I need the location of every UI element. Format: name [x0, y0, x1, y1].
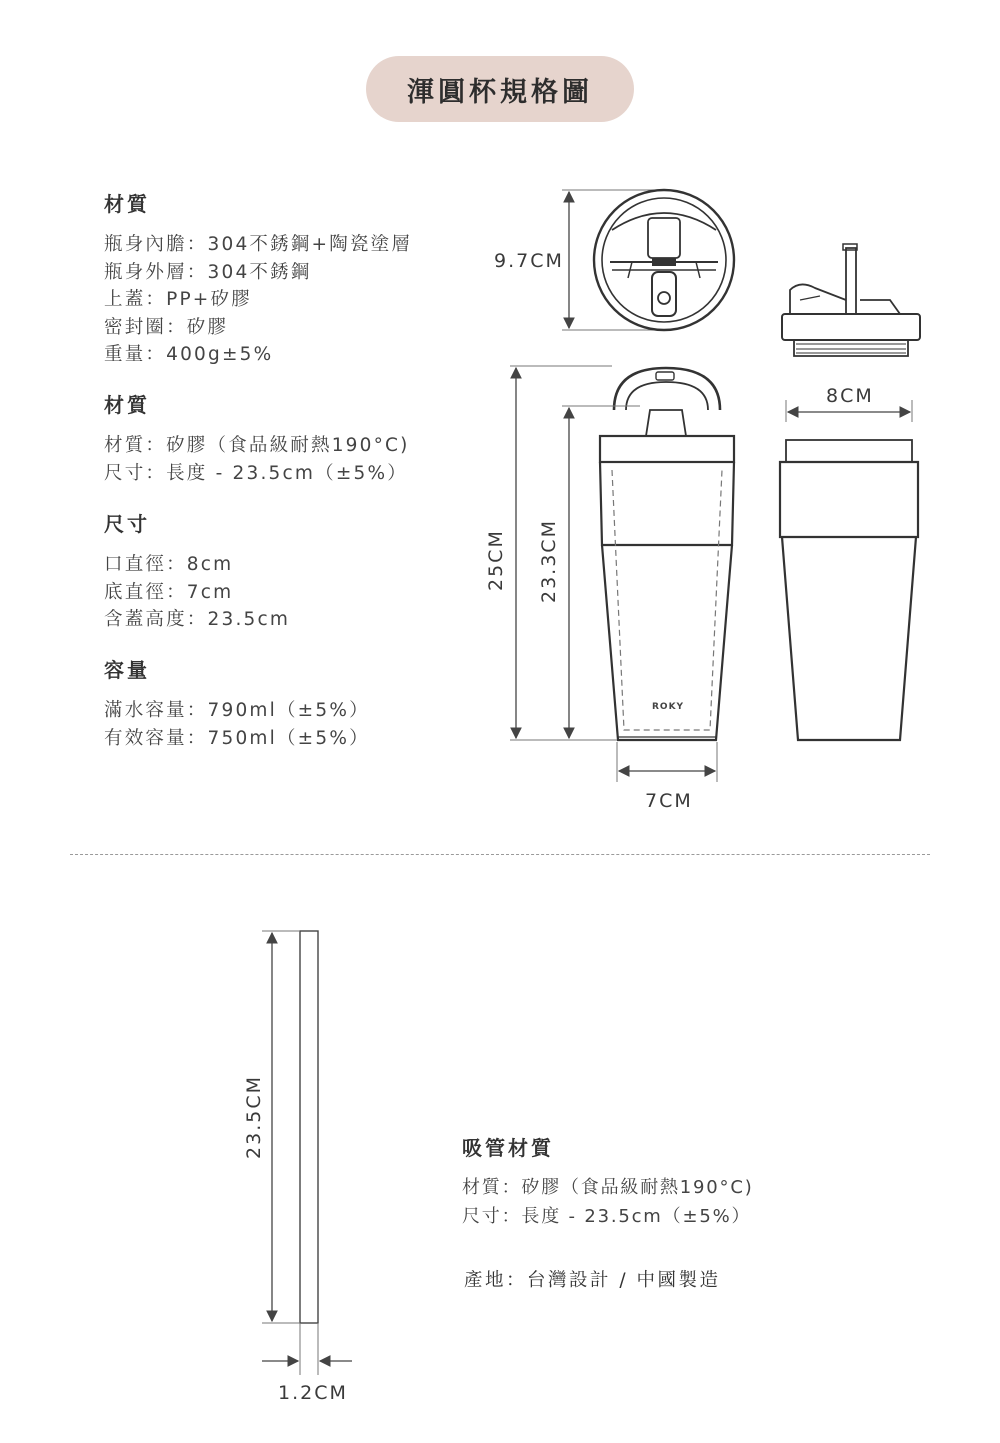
spec-heading: 材質 [104, 393, 150, 417]
straw-width-label: 1.2CM [278, 1382, 348, 1404]
spec-line: 尺寸：長度 - 23.5cm（±5%） [104, 462, 408, 484]
spec-line: 有效容量：750ml（±5%） [104, 727, 370, 749]
straw-length-label: 23.5CM [243, 1075, 265, 1159]
straw-spec-heading: 吸管材質 [462, 1136, 554, 1160]
spec-line: 重量：400g±5% [104, 344, 274, 365]
spec-line: 材質：矽膠（食品級耐熱190°C) [104, 435, 410, 456]
total-height-label: 25CM [485, 529, 507, 591]
spec-line: 口直徑：8cm [104, 554, 234, 575]
brand-mark: ROKY [652, 702, 685, 712]
body-height-label: 23.3CM [538, 519, 560, 603]
spec-line: 瓶身外層：304不銹鋼 [104, 261, 312, 283]
lid-height-label: 9.7CM [494, 250, 564, 272]
page-title: 渾圓杯規格圖 [366, 56, 634, 122]
spec-heading: 容量 [104, 658, 150, 682]
straw-drawing [262, 931, 352, 1375]
straw-spec-line: 材質：矽膠（食品級耐熱190°C) [462, 1177, 754, 1198]
total-height-dimension [510, 366, 617, 740]
lid-top-view [562, 190, 734, 330]
spec-heading: 尺寸 [104, 512, 150, 536]
spec-line: 密封圈：矽膠 [104, 316, 229, 338]
straw-spec-line: 尺寸：長度 - 23.5cm（±5%） [462, 1206, 752, 1227]
lid-side-view [782, 244, 920, 356]
spec-line: 瓶身內膽：304不銹鋼+陶瓷塗層 [104, 234, 413, 255]
mouth-width-label: 8CM [826, 385, 874, 407]
spec-line: 含蓋高度：23.5cm [104, 609, 291, 630]
cup-front-view [600, 368, 734, 740]
base-width-dimension [617, 742, 717, 782]
cup-side-view [780, 440, 918, 740]
spec-heading: 材質 [104, 192, 150, 216]
base-width-label: 7CM [645, 790, 693, 812]
spec-line: 滿水容量：790ml（±5%） [104, 700, 370, 721]
origin-text: 產地：台灣設計 / 中國製造 [464, 1270, 721, 1291]
spec-line: 上蓋：PP+矽膠 [104, 289, 252, 310]
section-divider [70, 854, 930, 855]
spec-line: 底直徑：7cm [104, 581, 234, 603]
straw-spec [462, 1132, 754, 1231]
